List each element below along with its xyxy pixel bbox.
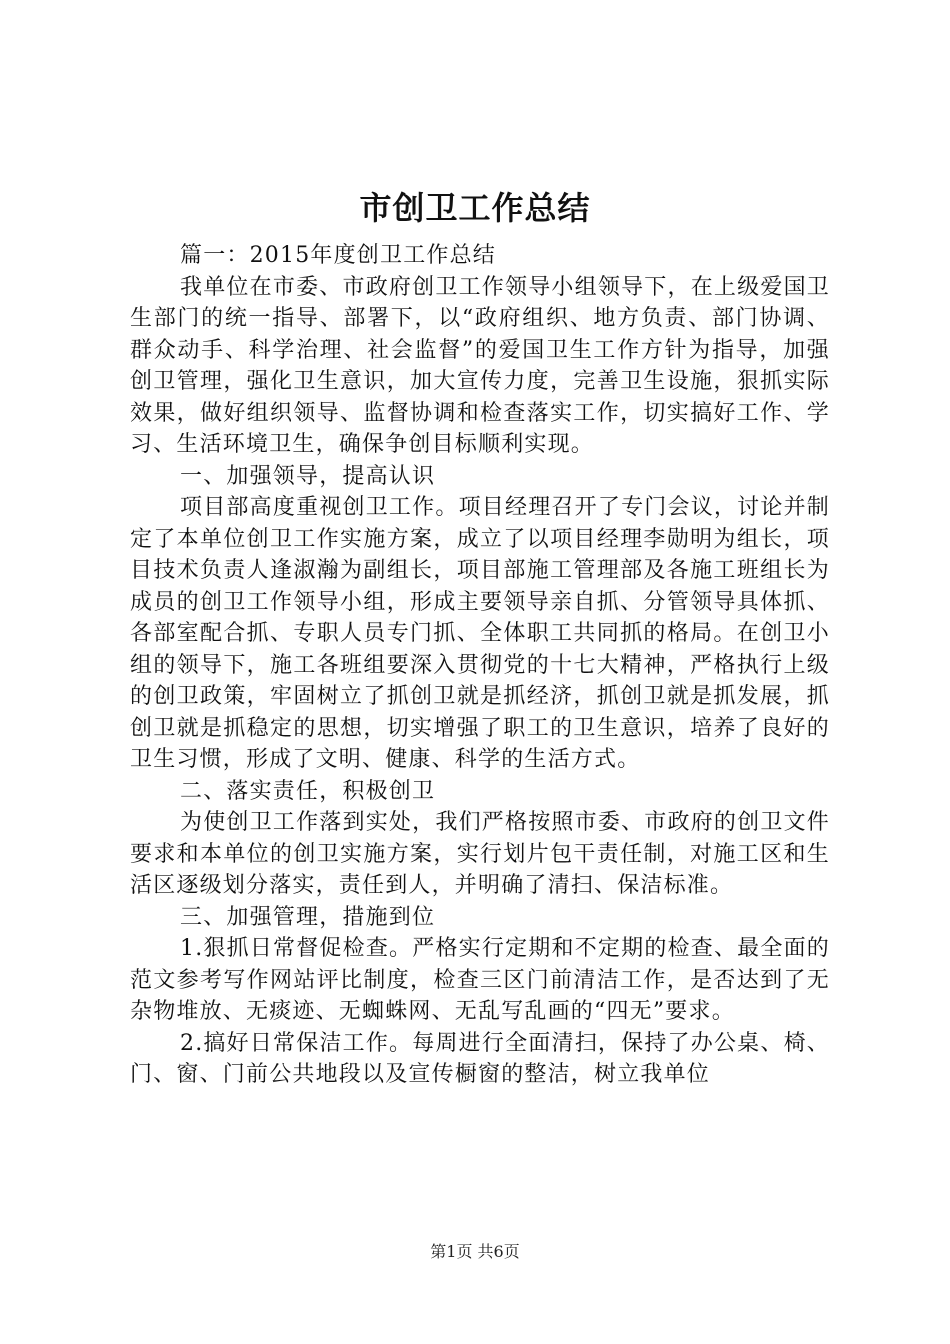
section-1-paragraph: 项目部高度重视创卫工作。项目经理召开了专门会议，讨论并制定了本单位创卫工作实施方案，成立了以项目经理李勋明为组长，项目技术负责人逢淑瀚为副组长，项目部施工管理部及各施工班组长为成员的创卫工作领导小组，形成主要领导亲自抓、分管领导具体抓、各部室配合抓、专职人员专门抓、全体职工共同抓的格局。在创卫小组的领导下，施工各班组要深入贯彻党的十七大精神，严格执行上级的创卫政策，牢固树立了抓创卫就是抓经济，抓创卫就是抓发展，抓创卫就是抓稳定的思想，切实增强了职工的卫生意识，培养了良好的卫生习惯，形成了文明、健康、科学的生活方式。: [130, 495, 830, 772]
section-heading-1: 一、加强领导，提高认识: [180, 463, 436, 489]
section-heading-2: 二、落实责任，积极创卫: [180, 778, 436, 804]
section-3-item-1: 1.狠抓日常督促检查。严格实行定期和不定期的检查、最全面的范文参考写作网站评比制度，检查三区门前清洁工作，是否达到了无杂物堆放、无痰迹、无蜘蛛网、无乱写乱画的“四无”要求。: [130, 936, 830, 1024]
section-heading-3: 三、加强管理，措施到位: [180, 904, 436, 930]
section-2-paragraph: 为使创卫工作落到实处，我们严格按照市委、市政府的创卫文件要求和本单位的创卫实施方案，实行划片包干责任制，对施工区和生活区逐级划分落实，责任到人，并明确了清扫、保洁标准。: [130, 810, 830, 898]
page-number-footer: 第1页 共6页: [430, 1242, 520, 1261]
section-3-item-2: 2.搞好日常保洁工作。每周进行全面清扫，保持了办公桌、椅、门、窗、门前公共地段以及宣传橱窗的整洁，树立我单位: [130, 1030, 830, 1087]
section-subtitle: 篇一：2015年度创卫工作总结: [180, 243, 496, 268]
intro-paragraph: 我单位在市委、市政府创卫工作领导小组领导下，在上级爱国卫生部门的统一指导、部署下，以“政府组织、地方负责、部门协调、群众动手、科学治理、社会监督”的爱国卫生工作方针为指导，加强创卫管理，强化卫生意识，加大宣传力度，完善卫生设施，狠抓实际效果，做好组织领导、监督协调和检查落实工作，切实搞好工作、学习、生活环境卫生，确保争创目标顺利实现。: [130, 274, 830, 457]
document-body: [130, 240, 830, 1091]
document-title: 市创卫工作总结: [359, 189, 591, 227]
